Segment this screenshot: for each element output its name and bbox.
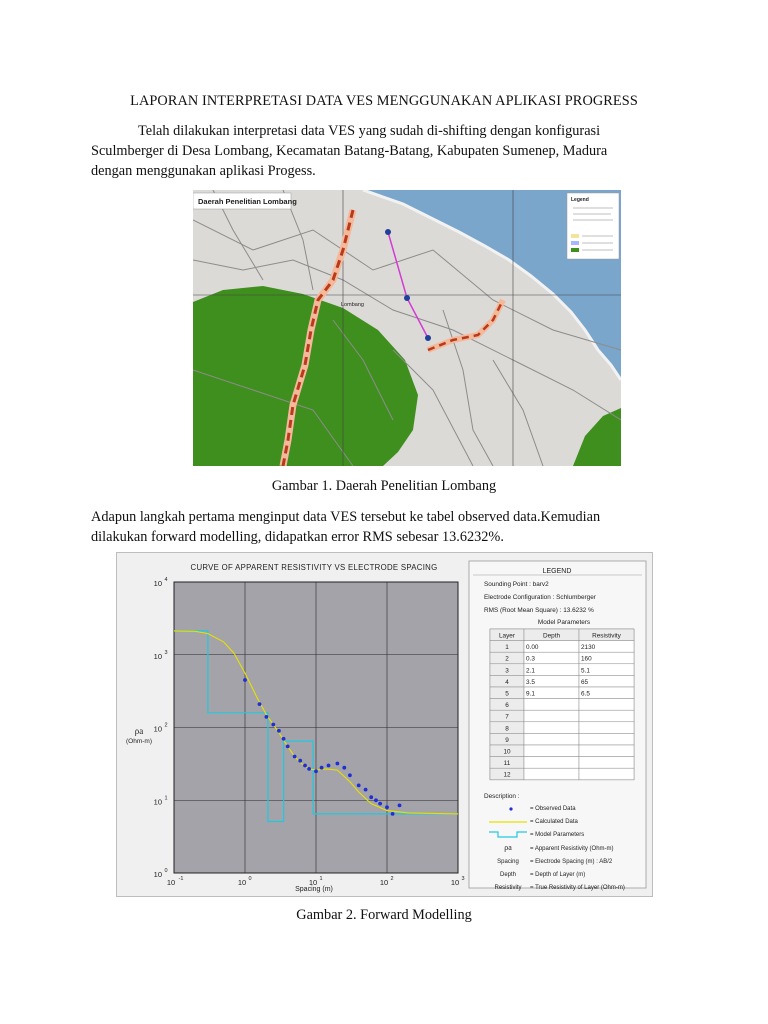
map-graphic bbox=[193, 190, 621, 466]
observed-data-point bbox=[293, 755, 297, 759]
method-paragraph bbox=[91, 507, 651, 547]
table-cell-box bbox=[524, 722, 579, 734]
table-cell-box bbox=[524, 710, 579, 722]
table-cell-box bbox=[579, 733, 634, 745]
table-header: Depth bbox=[542, 632, 561, 640]
legend-panel bbox=[469, 561, 646, 891]
figure-1-caption: Gambar 1. Daerah Penelitian Lombang bbox=[271, 478, 497, 494]
table-layer-number: 1 bbox=[505, 644, 509, 652]
y-tick-exponent: 0 bbox=[164, 868, 168, 874]
y-axis-label-symbol: ρa bbox=[134, 726, 144, 736]
table-layer-number: 8 bbox=[505, 725, 509, 733]
observed-data-point bbox=[298, 759, 302, 763]
legend-electrode-config: Electrode Configuration : Schlumberger bbox=[484, 594, 596, 601]
observed-data-point bbox=[314, 769, 318, 773]
y-tick-exponent: 4 bbox=[164, 577, 168, 583]
description-key: Spacing bbox=[497, 859, 519, 865]
table-layer-number: 9 bbox=[505, 736, 509, 744]
observed-data-point bbox=[243, 678, 247, 682]
x-tick-exponent: 2 bbox=[390, 876, 394, 882]
method-line-2: dilakukan forward modelling, didapatkan error RMS sebesar 13.6232%. bbox=[91, 529, 504, 545]
x-axis-label: Spacing (m) bbox=[295, 886, 333, 893]
research-area-map bbox=[193, 190, 621, 466]
table-cell-box bbox=[524, 768, 579, 780]
legend-sounding-point: Sounding Point : barv2 bbox=[484, 581, 549, 588]
observed-data-point bbox=[342, 766, 346, 770]
table-cell: 0.00 bbox=[526, 644, 539, 652]
description-text: = Observed Data bbox=[530, 806, 576, 812]
observed-data-point bbox=[385, 805, 389, 809]
model-parameters-title: Model Parameters bbox=[537, 619, 591, 626]
y-tick-exponent: 2 bbox=[164, 722, 168, 729]
x-tick-exponent: -1 bbox=[178, 876, 184, 882]
table-cell-box bbox=[579, 757, 634, 769]
y-tick-exponent: 3 bbox=[164, 649, 168, 656]
observed-data-point bbox=[265, 715, 269, 719]
observed-data-point bbox=[320, 766, 324, 770]
table-layer-number: 5 bbox=[505, 690, 509, 698]
observed-data-point bbox=[398, 804, 402, 808]
table-header: Layer bbox=[499, 632, 515, 640]
table-layer-number: 4 bbox=[505, 678, 509, 686]
table-layer-number: 3 bbox=[505, 667, 509, 675]
x-tick-label: 10 bbox=[166, 878, 176, 887]
x-tick-exponent: 0 bbox=[248, 876, 252, 882]
observed-data-point bbox=[374, 798, 378, 802]
y-tick-label: 10 bbox=[153, 724, 162, 734]
description-text: = Depth of Layer (m) bbox=[530, 872, 586, 878]
x-tick-exponent: 1 bbox=[319, 876, 323, 882]
observed-data-point bbox=[303, 764, 307, 768]
description-key: ρa bbox=[504, 843, 512, 852]
table-cell: 0.3 bbox=[526, 655, 535, 663]
observed-data-point bbox=[271, 723, 275, 727]
table-cell: 9.1 bbox=[526, 690, 535, 698]
y-tick-label: 10 bbox=[153, 651, 162, 661]
intro-line-3: dengan menggunakan aplikasi Progess. bbox=[91, 163, 316, 179]
observed-data-point bbox=[307, 767, 311, 771]
table-cell: 2130 bbox=[581, 644, 596, 652]
table-layer-number: 12 bbox=[503, 771, 511, 779]
description-text: = Apparent Resistivity (Ohm-m) bbox=[530, 846, 614, 852]
plot-area bbox=[154, 577, 465, 887]
y-tick-label: 10 bbox=[153, 797, 162, 807]
legend-title: LEGEND bbox=[542, 568, 572, 575]
observed-data-symbol bbox=[509, 807, 512, 810]
y-tick-label: 10 bbox=[153, 579, 162, 588]
observed-data-point bbox=[348, 773, 352, 777]
table-layer-number: 6 bbox=[505, 702, 509, 710]
table-cell: 6.5 bbox=[581, 690, 590, 698]
x-tick-exponent: 3 bbox=[461, 876, 465, 882]
map-title: Daerah Penelitian Lombang bbox=[198, 197, 297, 206]
x-tick-label: 10 bbox=[450, 878, 460, 887]
table-cell-box bbox=[524, 757, 579, 769]
description-title: Description : bbox=[484, 793, 520, 800]
table-cell-box bbox=[524, 733, 579, 745]
description-text: = Calculated Data bbox=[530, 819, 578, 825]
description-key: Depth bbox=[499, 872, 517, 878]
intro-line-1: Telah dilakukan interpretasi data VES yang sudah di-shifting dengan konfigurasi bbox=[138, 123, 601, 139]
table-cell-box bbox=[579, 722, 634, 734]
table-cell-box bbox=[579, 699, 634, 711]
model-parameters-table bbox=[490, 629, 634, 780]
forward-modelling-figure bbox=[116, 552, 653, 897]
table-cell: 65 bbox=[581, 678, 589, 686]
table-cell-box bbox=[579, 710, 634, 722]
observed-data-point bbox=[258, 702, 262, 706]
table-header: Resistivity bbox=[592, 632, 621, 640]
table-layer-number: 10 bbox=[503, 748, 511, 756]
observed-data-point bbox=[369, 795, 373, 799]
table-layer-number: 11 bbox=[503, 760, 511, 768]
map-legend-title: Legend bbox=[571, 197, 589, 203]
resistivity-chart bbox=[117, 553, 652, 896]
chart-title: CURVE OF APPARENT RESISTIVITY VS ELECTRODE SPACING bbox=[190, 563, 438, 572]
intro-line-2: Sculmberger di Desa Lombang, Kecamatan Batang-Batang, Kabupaten Sumenep, Madura bbox=[91, 143, 608, 159]
x-tick-label: 10 bbox=[308, 878, 318, 887]
observed-data-point bbox=[336, 762, 340, 766]
observed-data-point bbox=[364, 788, 368, 792]
table-cell-box bbox=[579, 745, 634, 757]
description-text: = True Resistivity of Layer (Ohm-m) bbox=[530, 885, 625, 891]
figure-2-caption: Gambar 2. Forward Modelling bbox=[296, 907, 472, 923]
table-layer-number: 2 bbox=[505, 655, 509, 663]
table-cell: 3.5 bbox=[526, 678, 535, 686]
x-tick-label: 10 bbox=[237, 878, 247, 887]
intro-paragraph bbox=[91, 121, 651, 181]
observed-data-point bbox=[286, 745, 290, 749]
y-axis-label-unit: (Ohm-m) bbox=[126, 738, 152, 745]
observed-data-point bbox=[282, 737, 286, 741]
table-cell-box bbox=[524, 699, 579, 711]
observed-data-point bbox=[277, 729, 281, 733]
observed-data-point bbox=[378, 802, 382, 806]
table-cell: 2.1 bbox=[526, 667, 535, 675]
report-title: LAPORAN INTERPRETASI DATA VES MENGGUNAKAN APLIKASI PROGRESS bbox=[130, 93, 638, 109]
y-tick-label: 10 bbox=[153, 870, 162, 879]
x-tick-label: 10 bbox=[379, 878, 389, 887]
table-cell: 5.1 bbox=[581, 667, 590, 675]
y-tick-exponent: 1 bbox=[164, 795, 168, 802]
table-layer-number: 7 bbox=[505, 713, 509, 721]
map-place-label: Lombang bbox=[341, 302, 364, 308]
description-text: = Model Parameters bbox=[530, 832, 585, 838]
observed-data-point bbox=[391, 812, 395, 816]
table-cell: 160 bbox=[581, 655, 592, 663]
observed-data-point bbox=[357, 784, 361, 788]
legend-rms: RMS (Root Mean Square) : 13.6232 % bbox=[484, 607, 594, 614]
table-cell-box bbox=[579, 768, 634, 780]
description-text: = Electrode Spacing (m) : AB/2 bbox=[530, 859, 613, 865]
observed-data-point bbox=[327, 764, 331, 768]
table-cell-box bbox=[524, 745, 579, 757]
description-key: Resistivity bbox=[494, 885, 522, 891]
method-line-1: Adapun langkah pertama menginput data VES tersebut ke tabel observed data.Kemudian bbox=[91, 509, 601, 525]
